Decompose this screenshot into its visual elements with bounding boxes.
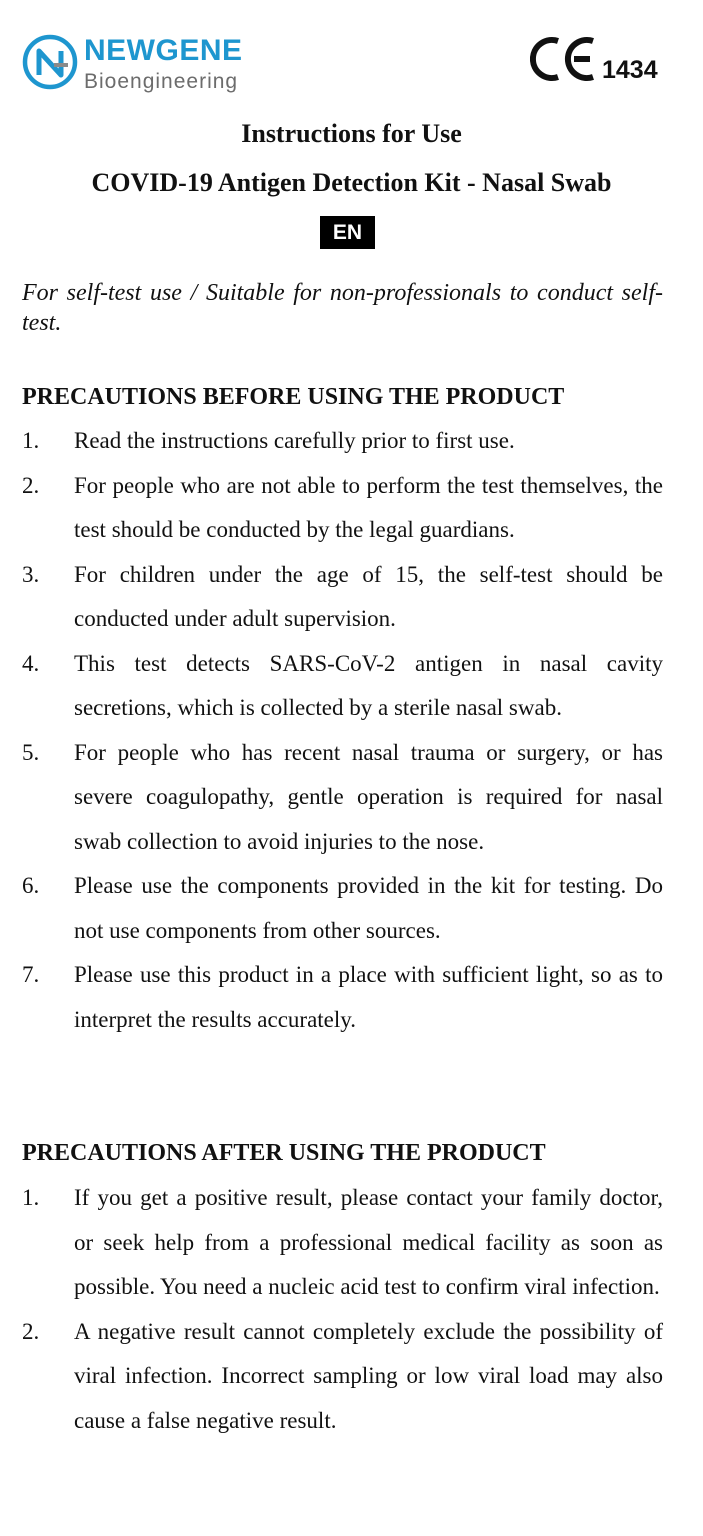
list-item-text: Please use this product in a place with sufficient light, so as to interpret the results accurately. — [74, 962, 663, 1032]
precautions-after-list — [22, 1176, 663, 1443]
list-item-text: For people who are not able to perform the test themselves, the test should be conducted by the legal guardians. — [74, 472, 663, 542]
document-title: Instructions for Use — [241, 119, 462, 148]
list-item-text: For children under the age of 15, the self-test should be conducted under adult supervision. — [74, 561, 663, 631]
brand-name: NEWGENE — [84, 34, 243, 67]
brand-subtitle: Bioengineering — [84, 70, 239, 93]
list-item — [22, 553, 663, 642]
list-item — [22, 1176, 663, 1310]
list-item-number: 6. — [22, 873, 40, 898]
list-item — [22, 953, 663, 1042]
list-item-text: Please use the components provided in the kit for testing. Do not use components from other sources. — [74, 873, 663, 943]
list-item-number: 1. — [22, 1185, 40, 1210]
newgene-logo-icon — [22, 34, 78, 90]
list-item — [22, 419, 663, 464]
list-item-text: For people who has recent nasal trauma or surgery, or has severe coagulopathy, gentle operation is required for nasal swab collection to avoid injuries to the nose. — [74, 739, 663, 854]
list-item-number: 3. — [22, 561, 40, 587]
list-item-number: 7. — [22, 962, 40, 987]
list-item — [22, 864, 663, 953]
list-item-number: 2. — [22, 472, 40, 498]
list-item — [22, 731, 663, 865]
list-item — [22, 1310, 663, 1444]
list-item-number: 1. — [22, 428, 40, 453]
language-badge: EN — [320, 216, 375, 249]
list-item-number: 4. — [22, 650, 40, 676]
product-title: COVID-19 Antigen Detection Kit - Nasal Swab — [91, 168, 612, 197]
list-item-text: This test detects SARS-CoV-2 antigen in nasal cavity secretions, which is collected by a sterile nasal swab. — [74, 650, 663, 720]
list-item — [22, 642, 663, 731]
notified-body-number: 1434 — [602, 56, 658, 84]
list-item-text: If you get a positive result, please contact your family doctor, or seek help from a professional medical facility as soon as possible. You need a nucleic acid test to confirm viral infection. — [74, 1185, 663, 1299]
list-item-text: A negative result cannot completely exclude the possibility of viral infection. Incorrect sampling or low viral load may also cause a false negative result. — [74, 1318, 663, 1433]
list-item — [22, 464, 663, 553]
list-item-text: Read the instructions carefully prior to first use. — [74, 428, 515, 453]
list-item-number: 2. — [22, 1318, 40, 1344]
ce-mark-icon — [530, 36, 596, 82]
intended-use-statement: For self-test use / Suitable for non-professionals to conduct self-test. — [22, 280, 663, 336]
precautions-before-list — [22, 419, 663, 1042]
section-heading-before-use: PRECAUTIONS BEFORE USING THE PRODUCT — [22, 384, 565, 410]
section-heading-after-use: PRECAUTIONS AFTER USING THE PRODUCT — [22, 1140, 546, 1166]
list-item-number: 5. — [22, 739, 40, 765]
